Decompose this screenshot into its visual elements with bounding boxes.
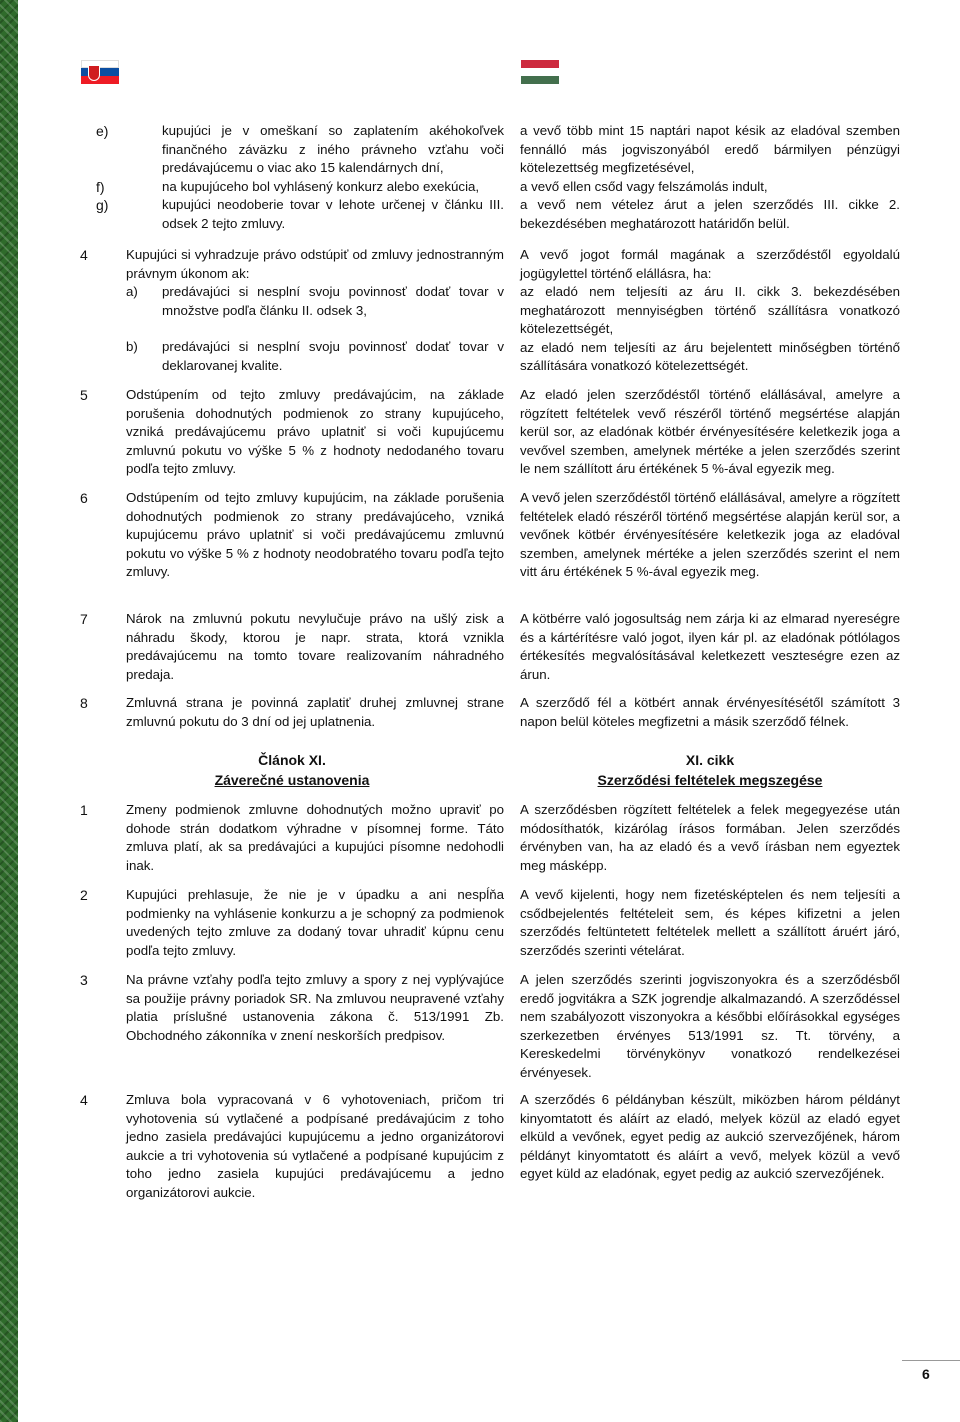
sk-paragraph-7 xyxy=(80,610,504,684)
hu-article-heading xyxy=(520,750,900,790)
sub-item-a xyxy=(126,283,504,320)
hu-section-4: A szerződés 6 példányban készült, miközben három példányt kinyomtatott és aláírt az eladó, melyek közül az eladó egyet elküld a vevőnek, egyet pedig az aukció szervezőjének, három példányt kinyomtatott és aláírt a vevő, melyek közül a vevő egyet küld az eladónak, egyet pedig az aukció szervezőjének. xyxy=(520,1092,900,1181)
hu-list-efg xyxy=(520,122,900,233)
hu-section-1: A szerződésben rögzített feltételek a felek megegyezése után módosíthatók, kizárólag írásos formában. Jelen szerződés érvényben van, ha az eladó és a vevő írásban nem egyeztek meg másképp. xyxy=(520,802,900,873)
list-label: e) xyxy=(96,123,109,139)
paragraph-number: 5 xyxy=(80,387,88,403)
hu-paragraph-4 xyxy=(520,246,900,376)
paragraph-number: 2 xyxy=(80,887,88,903)
paragraph-text: Na právne vzťahy podľa tejto zmluvy a spory z nej vyplývajúce sa použije právny poriadok SR. Na zmluvou neupravené vzťahy platia príslušné ustanovenia zákona č. 513/1991 Zb. Obchodného zákonníka v znení neskorších predpisov. xyxy=(126,972,504,1043)
paragraph-text: Zmluvná strana je povinná zaplatiť druhej zmluvnej strane zmluvnú pokutu do 3 dní od jej uplatnenia. xyxy=(126,695,504,729)
sub-text: az eladó nem teljesíti az áru II. cikk 3. bekezdésében meghatározott mennyiségben történő szállításra vonatkozó kötelezettségét, xyxy=(520,284,900,336)
hu-paragraph-6: A vevő jelen szerződéstől történő elállásával, amelyre a rögzített feltételek eladó részéről történő megsértése alapján kerül sor, a vevőnek kötbér érvényesítésére keletkezik joga az eladóval szemben, amelynek mértéke a jelen szerződés szerint el nem vitt áru értékének 5 %-ával egyezik meg. xyxy=(520,490,900,579)
decorative-border xyxy=(0,0,18,1422)
sk-section-3 xyxy=(80,971,504,1045)
paragraph-text: A vevő jogot formál magának a szerződéstől egyoldalú jogügylettel történő elállásra, ha: xyxy=(520,247,900,281)
list-item xyxy=(80,178,504,197)
sub-text: az eladó nem teljesíti az áru bejelentett minőségben történő szállítására vonatkozó kötelezettségét. xyxy=(520,339,900,373)
paragraph-number: 8 xyxy=(80,695,88,711)
list-item xyxy=(80,196,504,233)
sub-text: predávajúci si nesplní svoju povinnosť dodať tovar v deklarovanej kvalite. xyxy=(162,339,504,373)
sk-paragraph-5 xyxy=(80,386,504,479)
paragraph-text: Kupujúci si vyhradzuje právo odstúpiť od zmluvy jednostranným právnym úkonom ak: xyxy=(126,247,504,281)
list-text: kupujúci je v omeškaní so zaplatením akéhokoľvek finančného záväzku z iného právneho vzťahu voči predávajúcemu o viac ako 15 kalendárnych dní, xyxy=(162,123,504,175)
sk-list-efg xyxy=(80,122,504,233)
page-number: 6 xyxy=(922,1366,930,1382)
paragraph-number: 4 xyxy=(80,247,88,263)
paragraph-text: Kupujúci prehlasuje, že nie je v úpadku a ani nespĺňa podmienky na vyhlásenie konkurzu a je schopný za podmienok uvedených tejto zmluve za dodaný tovar uhradiť kúpnu cenu podľa tejto zmluvy. xyxy=(126,887,504,958)
hu-section-2: A vevő kijelenti, hogy nem fizetésképtelen és nem teljesíti a csődbejelentés feltételeit sem, és képes kifizetni a jelen szerződés feltüntetett feltételek mellett a szállított áruért járó, szerződés szerinti vételárat. xyxy=(520,887,900,958)
paragraph-text: Zmeny podmienok zmluvne dohodnutých možno upraviť po dohode strán dodatkom výhradne v písomnej forme. Táto zmluva platí, ak sa predávajúci a kupujúci písomne nedohodli inak. xyxy=(126,802,504,873)
list-item xyxy=(80,122,504,178)
hu-paragraph-7: A kötbérre való jogosultság nem zárja ki az elmarad nyereségre és a kártérítésre való jogot, ilyen kár pl. az eladónak pótlólagos értékesítés megvalósításával keletkezett veszteségre ezen az árun. xyxy=(520,611,900,682)
paragraph-number: 3 xyxy=(80,972,88,988)
sub-text: predávajúci si nesplní svoju povinnosť dodať tovar v množstve podľa článku II. odsek 3, xyxy=(162,284,504,318)
footer-divider xyxy=(902,1360,960,1361)
paragraph-text: Odstúpením od tejto zmluvy predávajúcim, na základe porušenia dohodnutých podmienok zo strany kupujúceho, vzniká predávajúcemu právo uplatniť si voči kupujúcemu zmluvnú pokutu vo výške 5 % z hodnoty nedodaného tovaru podľa tejto zmluvy. xyxy=(126,387,504,476)
article-number: Článok XI. xyxy=(258,752,326,768)
sk-paragraph-4 xyxy=(80,246,504,375)
hu-paragraph-8: A szerződő fél a kötbért annak érvényesítésétől számított 3 napon belül köteles megfizetni a másik szerződő félnek. xyxy=(520,695,900,729)
paragraph-number: 1 xyxy=(80,802,88,818)
sk-section-4 xyxy=(80,1091,504,1202)
list-item: a vevő nem vételez árut a jelen szerződés III. cikke 2. bekezdésében meghatározott határidőn belül. xyxy=(520,197,900,231)
slovak-flag-icon xyxy=(81,60,119,84)
list-text: kupujúci neodoberie tovar v lehote určenej v článku III. odsek 2 tejto zmluvy. xyxy=(162,197,504,231)
coat-of-arms-icon xyxy=(88,65,100,81)
paragraph-number: 7 xyxy=(80,611,88,627)
sk-section-2 xyxy=(80,886,504,960)
sk-section-1 xyxy=(80,801,504,875)
hu-paragraph-5: Az eladó jelen szerződéstől történő elállásával, amelyre a rögzített feltételek vevő részéről történő megsértése alapján kerül sor, az eladónak kötbér érvényesítésére keletkezik joga a vevővel szemben, amelynek mértéke a jelen szerződés szerint le nem szállított áru értékének 5 %-ával egyezik meg. xyxy=(520,387,900,476)
sub-item-b xyxy=(126,338,504,375)
paragraph-number: 4 xyxy=(80,1092,88,1108)
list-label: f) xyxy=(96,178,105,195)
list-item: a vevő több mint 15 naptári napot késik az eladóval szemben fennálló más jogviszonyából eredő bármilyen pénzügyi kötelezettség megfizetésével, xyxy=(520,123,900,175)
article-title: Szerződési feltételek megszegése xyxy=(597,772,823,788)
paragraph-text: Zmluva bola vypracovaná v 6 vyhotoveniach, pričom tri vyhotovenia sú vytlačené a podpísané predávajúcim z toho jedno zasiela predávajúci kupujúcemu a jedno organizátorovi aukcie a tri vyhotovenia sú vytlačené a podpísané kupujúcim z toho jedno zasiela kupujúci predávajúcemu a jedno organizátorovi aukcie. xyxy=(126,1092,504,1200)
paragraph-text: Nárok na zmluvnú pokutu nevylučuje právo na ušlý zisk a náhradu škody, ktorou je napr. strata, ktorá vznikla predávajúcemu na tomto tovare realizovaním náhradného predaja. xyxy=(126,611,504,682)
article-number: XI. cikk xyxy=(685,752,735,768)
paragraph-text: Odstúpením od tejto zmluvy kupujúcim, na základe porušenia dohodnutých podmienok zo strany predávajúceho, vzniká kupujúcemu právo uplatniť si voči predávajúcemu zmluvnú pokutu vo výške 5 % z hodnoty neodobratého tovaru podľa tejto zmluvy. xyxy=(126,490,504,579)
article-title: Záverečné ustanovenia xyxy=(214,772,370,788)
paragraph-number: 6 xyxy=(80,490,88,506)
sk-paragraph-8 xyxy=(80,694,504,731)
list-label: g) xyxy=(96,197,109,213)
sub-label: a) xyxy=(126,284,138,299)
sub-label: b) xyxy=(126,339,138,354)
sk-article-heading xyxy=(80,750,504,790)
list-item: a vevő ellen csőd vagy felszámolás indult, xyxy=(520,178,768,194)
list-text: na kupujúceho bol vyhlásený konkurz alebo exekúcia, xyxy=(162,178,480,194)
hu-section-3: A jelen szerződés szerinti jogviszonyokra és a szerződésből eredő jogvitákra a SZK jogrendje alkalmazandó. A szerződéssel nem szabályozott viszonyokra a későbbi előírásokkal egységes szerkezetben érvényes 513/1991 sz. Tt. törvény, a Kereskedelmi törvénykönyv vonatkozó rendelkezései érvényesek. xyxy=(520,972,900,1080)
sk-paragraph-6 xyxy=(80,489,504,582)
hungarian-flag-icon xyxy=(521,60,559,84)
